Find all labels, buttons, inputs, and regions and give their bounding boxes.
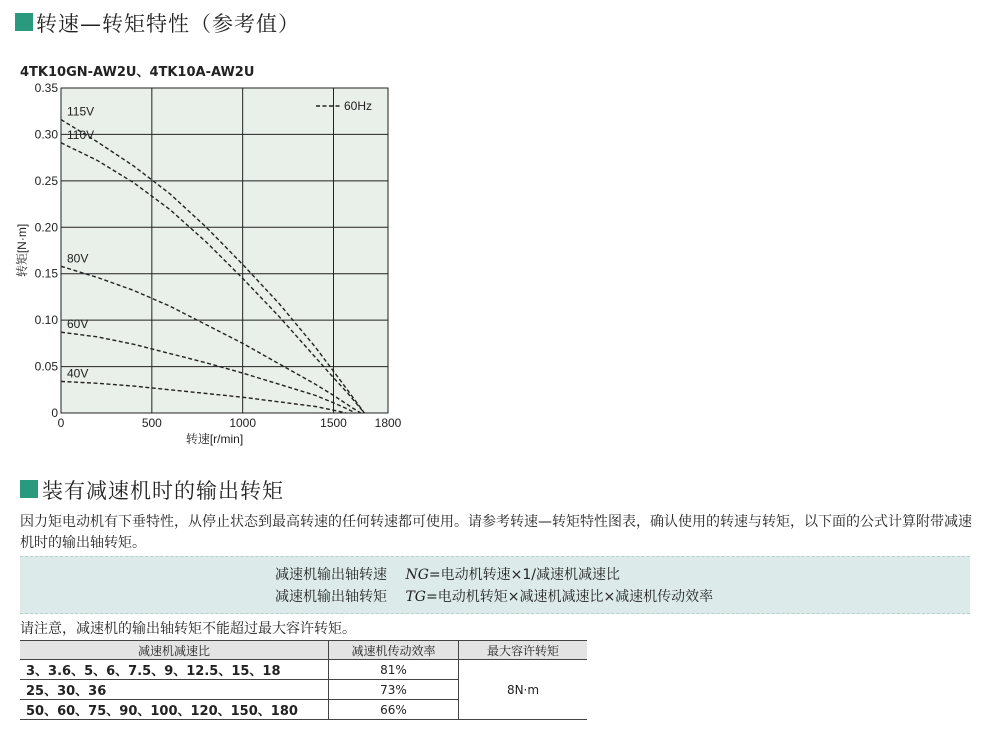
efficiency-cell: 81% (329, 660, 459, 680)
section-marker-icon (15, 13, 33, 31)
x-tick-label: 1500 (320, 416, 347, 430)
x-tick-label: 500 (141, 416, 162, 430)
series-label: 40V (67, 366, 89, 381)
ratio-cell: 50、60、75、90、100、120、150、180 (20, 700, 329, 720)
legend-label: 60Hz (344, 99, 373, 113)
x-tick-label: 1000 (229, 416, 257, 430)
x-tick-label: 1800 (374, 416, 402, 430)
column-header: 减速机传动效率 (329, 641, 459, 660)
column-header: 减速机减速比 (20, 641, 329, 660)
y-tick-label: 0.25 (34, 173, 58, 188)
y-tick-label: 0 (51, 406, 58, 420)
formula-box (20, 556, 970, 614)
description-paragraph: 因力矩电动机有下垂特性，从停止状态到最高转速的任何转速都可使用。请参考转速—转矩特性图表，确认使用的转速与转矩，以下面的公式计算附带减速机时的输出轴转矩。 (20, 514, 972, 551)
y-tick-label: 0.30 (34, 127, 58, 142)
y-tick-label: 0.10 (34, 313, 58, 328)
table-row (20, 660, 587, 680)
ratio-cell: 3、3.6、5、6、7.5、9、12.5、15、18 (20, 660, 329, 680)
efficiency-cell: 73% (329, 680, 459, 700)
y-tick-label: 0.35 (34, 81, 58, 95)
formula-label: 减速机输出轴转矩 (275, 589, 387, 605)
section-marker-icon (20, 480, 38, 498)
torque-limit-note: 请注意，减速机的输出轴转矩不能超过最大容许转矩。 (20, 621, 356, 637)
series-label: 115V (67, 104, 95, 119)
formula-output-speed (275, 564, 620, 584)
formula-expression: =电动机转速×1/减速机减速比 (428, 567, 620, 583)
series-label: 60V (67, 317, 89, 332)
formula-label: 减速机输出轴转速 (275, 567, 387, 583)
ratio-cell: 25、30、36 (20, 680, 329, 700)
section2-title: 装有减速机时的输出转矩 (42, 479, 284, 503)
section1-title: 转速—转矩特性（参考值） (36, 12, 300, 36)
formula-expression: =电动机转矩×减速机减速比×减速机传动效率 (425, 589, 714, 605)
y-tick-label: 0.20 (34, 220, 58, 235)
formula-output-torque (275, 586, 713, 606)
formula-symbol: NG (405, 567, 429, 583)
efficiency-cell: 66% (329, 700, 459, 720)
plot-area (61, 88, 388, 413)
max-torque-cell: 8N·m (459, 660, 588, 720)
speed-torque-chart (0, 78, 420, 453)
x-axis-label: 转速[r/min] (185, 432, 244, 446)
gearhead-spec-table (20, 640, 587, 720)
series-label: 110V (67, 127, 95, 142)
model-label: 4TK10GN-AW2U、4TK10A-AW2U (20, 65, 255, 80)
series-label: 80V (67, 251, 89, 266)
y-tick-label: 0.05 (34, 359, 58, 374)
x-tick-label: 0 (57, 416, 65, 430)
y-tick-label: 0.15 (34, 266, 58, 281)
column-header: 最大容许转矩 (459, 641, 588, 660)
formula-symbol: TG (405, 589, 426, 605)
y-axis-label: 转矩[N·m] (15, 223, 29, 278)
